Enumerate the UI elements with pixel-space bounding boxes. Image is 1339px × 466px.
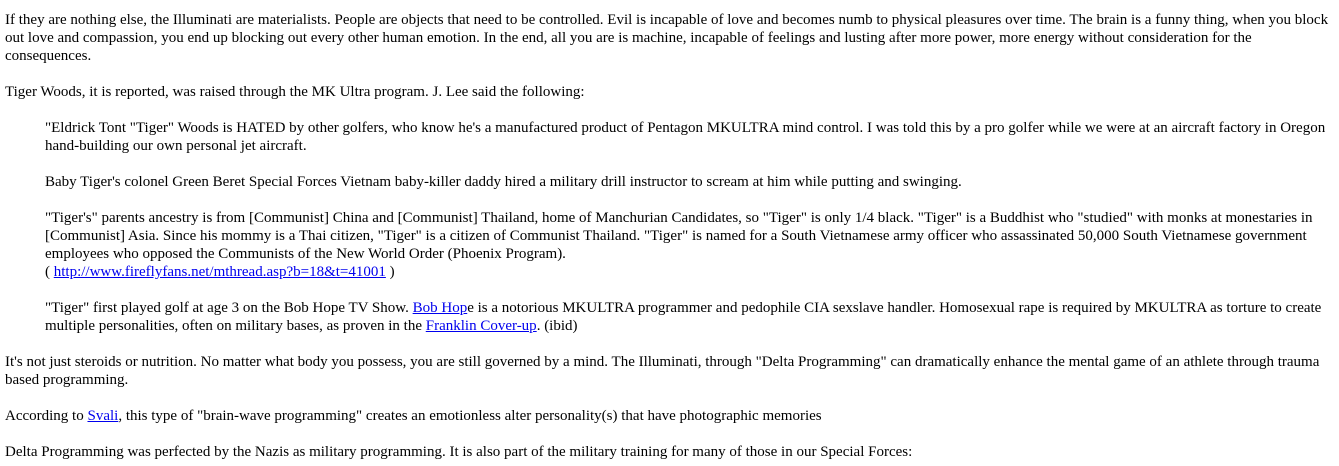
bob-hope-link[interactable]: Bob Hop <box>412 300 468 316</box>
quote-bob-hope-text-c: . (ibid) <box>536 318 578 334</box>
quote-bob-hope-text-a: "Tiger" first played golf at age 3 on the Bob Hope TV Show. <box>45 300 413 316</box>
paragraph-delta-programming: Delta Programming was perfected by the Nazis as military programming. It is also part of the military training for many of those in our Special Forces: <box>5 444 913 460</box>
paragraph-materialists: If they are nothing else, the Illuminati are materialists. People are objects that need to be controlled. Evil is incapable of love and becomes numb to physical pleasures over time. The brain is a funny thing, when you block out love and compassion, you end up blocking out every other human emotion. In the end, all you are is machine, incapable of feelings and lusting after more power, more energy without consideration for the consequences. <box>5 12 1329 64</box>
paragraph-steroids: It's not just steroids or nutrition. No matter what body you possess, you are still governed by a mind. The Illuminati, through "Delta Programming" can dramatically enhance the mental game of an athlete through trauma based programming. <box>5 354 1320 388</box>
link-paren-close: ) <box>385 264 395 280</box>
quote-ancestry-text: "Tiger's" parents ancestry is from [Communist] China and [Communist] Thailand, home of Manchurian Candidates, so "Tiger" is only 1/4 black. "Tiger" is a Buddhist who "studied" with monks at monestaries in [Communist] Asia. Since his mommy is a Thai citizen, "Tiger" is a citizen of Communist Thailand. "Tiger" is named for a South Vietnamese army officer who assassinated 50,000 South Vietnamese government employees who opposed the Communists of the New World Order (Phoenix Program). <box>45 210 1313 262</box>
franklin-cover-up-link[interactable]: Franklin Cover-up <box>425 318 537 334</box>
quote-paragraph-hated: "Eldrick Tont "Tiger" Woods is HATED by other golfers, who know he's a manufactured product of Pentagon MKULTRA mind control. I was told this by a pro golfer while we were at an aircraft factory in Oregon hand-building our own personal jet aircraft. <box>45 120 1326 154</box>
svali-link[interactable]: Svali <box>87 408 119 424</box>
quote-paragraph-ancestry <box>45 209 1329 281</box>
svali-text-a: According to <box>5 408 88 424</box>
paragraph-svali <box>5 407 1329 425</box>
quote-block <box>45 119 1329 335</box>
paragraph-tiger-woods-intro: Tiger Woods, it is reported, was raised through the MK Ultra program. J. Lee said the following: <box>5 84 585 100</box>
link-paren-open: ( <box>45 264 54 280</box>
quote-paragraph-bob-hope <box>45 299 1329 335</box>
quote-paragraph-baby-tiger: Baby Tiger's colonel Green Beret Special Forces Vietnam baby-killer daddy hired a military drill instructor to scream at him while putting and swinging. <box>45 174 962 190</box>
fireflyfans-link[interactable]: http://www.fireflyfans.net/mthread.asp?b=18&t=41001 <box>53 264 386 280</box>
svali-text-b: , this type of "brain-wave programming" creates an emotionless alter personality(s) that have photographic memories <box>118 408 822 424</box>
quote-bob-hope-text-b: e is a notorious MKULTRA programmer and pedophile CIA sexslave handler. Homosexual rape is required by MKULTRA as torture to create multiple personalities, often on military bases, as proven in the <box>45 300 1322 334</box>
